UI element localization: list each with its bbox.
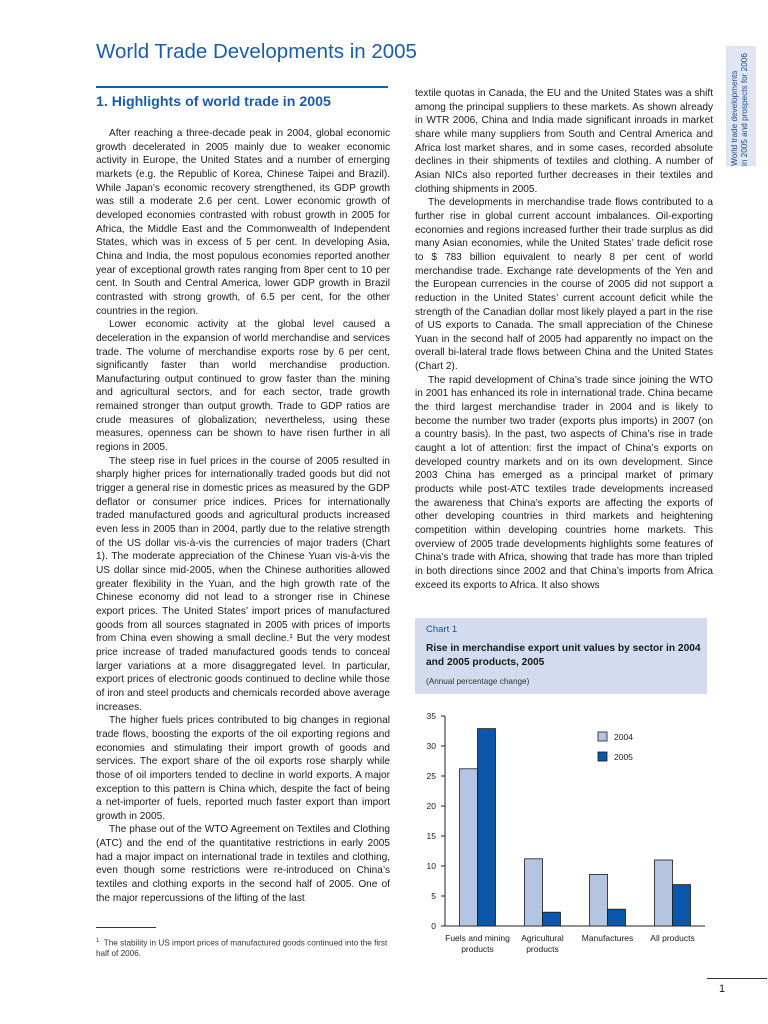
y-tick-label: 15 <box>426 831 436 841</box>
legend-label: 2004 <box>614 732 633 742</box>
y-tick-label: 10 <box>426 861 436 871</box>
bottom-rule <box>707 978 767 979</box>
footnote-text: The stability in US import prices of manufactured goods continued into the first half of 2006. <box>96 938 388 958</box>
paragraph: The developments in merchandise trade flows contributed to a further rise in global current account imbalances. Oil-exporting economies and regions increased further their trade surplus as did many Asian economies, while the United States’ trade deficit rose to $ 783 billion equivalent to nearly 8 per cent of world merchandise trade. Exchange rate developments of the Yen and the European currencies in the course of 2005 did not support a reduction in the United States’ current account deficit while the strength of the Canadian dollar most likely played a part in the rise of US exports to Canada. The small appreciation of the Chinese Yuan in the second half of 2005 had apparently no impact on the overall bi-lateral trade flows between China and the United States (Chart 2). <box>415 197 713 373</box>
x-tick-label: Agricultural <box>521 933 564 943</box>
left-column <box>96 127 390 905</box>
y-tick-label: 25 <box>426 771 436 781</box>
x-tick-label: products <box>526 944 559 954</box>
footnote <box>96 936 388 959</box>
y-tick-label: 35 <box>426 711 436 721</box>
chart-number: Chart 1 <box>426 624 458 635</box>
chart-header <box>415 618 707 694</box>
section-heading: 1. Highlights of world trade in 2005 <box>96 94 331 110</box>
legend-label: 2005 <box>614 752 633 762</box>
y-tick-label: 20 <box>426 801 436 811</box>
x-tick-label: products <box>461 944 494 954</box>
bar <box>478 729 496 926</box>
chart-subtitle: (Annual percentage change) <box>426 677 530 686</box>
chart-title: Rise in merchandise export unit values by sector in 2004 and 2005 products, 2005 <box>426 643 701 668</box>
bar-chart <box>415 705 710 965</box>
footnote-marker: 1 <box>96 938 100 944</box>
right-column <box>415 87 713 592</box>
page-number: 1 <box>719 983 726 995</box>
legend-swatch <box>598 752 607 761</box>
bar <box>460 769 478 926</box>
x-tick-label: Manufactures <box>581 933 634 943</box>
x-tick-label: Fuels and mining <box>445 933 510 943</box>
y-tick-label: 0 <box>431 921 436 931</box>
x-tick-label: All products <box>650 933 695 943</box>
paragraph: The phase out of the WTO Agreement on Textiles and Clothing (ATC) and the end of the quantitative restrictions in early 2005 had a major impact on international trade in textiles and clothing, even though some restrictions were re-introduced on China’s textiles and clothing exports in the second half of 2005. One of the major repercussions of the lifting of the last <box>96 824 390 904</box>
side-tab <box>726 46 756 166</box>
paragraph: After reaching a three-decade peak in 2004, global economic growth decelerated in 2005 mainly due to weaker economic activity in Europe, the United States and a number of emerging markets (e.g. the Republic of Korea, Chinese Taipei and Brazil). While Japan’s economic recovery strengthened, its GDP growth was still a moderate 2.6 per cent. Lower economic growth of developed economies contrasted with robust growth in 2005 for Africa, the Middle East and the Commonwealth of Independent States, which was in excess of 5 per cent. In developing Asia, China and India, the most populous economies reported another year of exceptional growth rates ranging from 8per cent to 10 per cent. In South and Central America, lower GDP growth in Brazil contrasted with strong growth, of 6.5 per cent, for the other countries in the region. <box>96 128 390 317</box>
legend-swatch <box>598 732 607 741</box>
side-tab-line: World trade developments <box>730 70 739 166</box>
section-rule <box>96 86 388 88</box>
paragraph: The higher fuels prices contributed to big changes in regional trade flows, boosting the exports of the oil exporting regions and economies and stimulating their import growth of goods and services. The export share of the oil exports rose sharply while those of oil importers tended to decline in world exports. A major exception to this pattern is China which, despite the fact of being a net-importer of fuels, reported much faster export than import growth in 2005. <box>96 715 390 822</box>
side-tab-text <box>730 46 760 166</box>
bar <box>655 860 673 926</box>
paragraph: textile quotas in Canada, the EU and the United States was a shift among the principal suppliers to these markets. As shown already in WTR 2006, China and India made significant inroads in market share while many suppliers from South and Central America and Africa lost market shares, and in some cases, recorded absolute declines in their shipments of textiles and clothing. A number of Asian NICs also reported further decreases in their textiles and clothing shipments in 2005. <box>415 88 713 195</box>
bar <box>543 912 561 926</box>
paragraph: The rapid development of China’s trade since joining the WTO in 2001 has enhanced its role in international trade. China became the third largest merchandise trader in 2004 and is likely to become the number two trader (exports plus imports) in 2007 (on a country basis). In the past, two aspects of China’s rise in trade caught a lot of attention: first the impact of China’s exports on developed country markets and on its own development. Since 2003 China has emerged as a principal market of primary products while post-ATC textiles trade developments increased the awareness that China’s exports are affecting the exports of other developing countries in third markets and heightening competition within developing countries home markets. This overview of 2005 trade developments highlights some features of China’s trade with Africa, showing that trade has more than tripled in both directions since 2002 and that China’s imports from Africa exceed its exports to Africa. It also shows <box>415 374 713 591</box>
bar <box>525 859 543 926</box>
paragraph: The steep rise in fuel prices in the course of 2005 resulted in sharply higher prices for internationally traded goods but did not trigger a general rise in domestic prices as measured by the GDP deflator or consumer price indices. Prices for internationally traded manufactured goods and agricultural products increased even less in 2005 than in 2004, partly due to the relative strength of the US dollar vis-à-vis the currencies of major traders (Chart 1). The moderate appreciation of the Chinese Yuan vis-à-vis the US dollar since mid-2005, when the Chinese authorities allowed greater flexibility in the Yuan, and the high growth rate of the Chinese economy did not lead to a stronger rise in Chinese export prices. The United States’ import prices of manufactured goods from all sources stagnated in 2005 with prices of imports from China even showing a small decline.¹ But the very modest price increase of traded manufactured goods tends to conceal larger variations at a more disaggregated level. In particular, export prices of electronic goods continued to decline while those of iron and steel products and chemicals recorded above average increases. <box>96 455 390 713</box>
y-tick-label: 5 <box>431 891 436 901</box>
bar <box>590 874 608 926</box>
paragraph: Lower economic activity at the global level caused a deceleration in the expansion of world merchandise and services trade. The volume of merchandise exports rose by 6 per cent, significantly faster than world merchandise production. Manufacturing output continued to grow faster than the mining and agricultural sectors, and for each sector, trade growth remained stronger than output growth. Trade to GDP ratios are crude measures of globalization; nevertheless, using these measures, openness can be shown to have risen further in all regions in 2005. <box>96 319 390 454</box>
bar <box>673 885 691 926</box>
side-tab-line: in 2005 and prospects for 2006 <box>740 53 749 166</box>
y-tick-label: 30 <box>426 741 436 751</box>
bar <box>608 909 626 926</box>
footnote-rule <box>96 927 156 928</box>
page-title: World Trade Developments in 2005 <box>96 40 417 63</box>
